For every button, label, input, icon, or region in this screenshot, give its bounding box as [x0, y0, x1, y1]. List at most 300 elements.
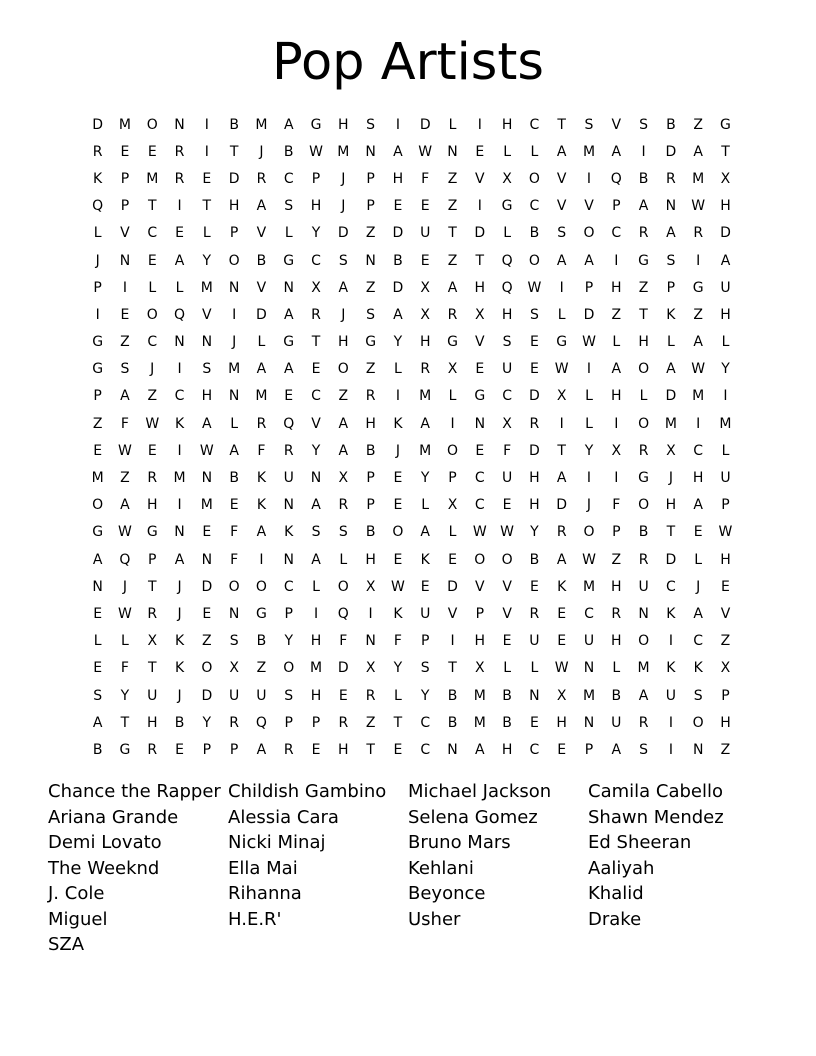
grid-letter: K [557, 578, 567, 595]
grid-row [84, 628, 740, 655]
grid-letter: R [147, 605, 158, 622]
grid-letter: A [393, 306, 403, 323]
grid-letter: X [420, 279, 430, 296]
grid-letter: L [557, 306, 566, 323]
grid-letter: I [696, 252, 701, 269]
grid-letter: E [557, 741, 567, 758]
grid-letter: B [502, 714, 512, 731]
grid-letter: M [337, 143, 350, 160]
grid-letter: E [338, 687, 348, 704]
grid-letter: X [475, 660, 485, 677]
grid-row [84, 464, 740, 491]
grid-letter: I [395, 388, 400, 405]
grid-letter: E [147, 143, 157, 160]
grid-letter: X [611, 442, 622, 459]
grid-letter: Z [611, 306, 622, 323]
grid-letter: X [447, 361, 458, 378]
grid-letter: A [420, 524, 430, 541]
grid-letter: Y [284, 633, 293, 650]
grid-letter: J [150, 361, 155, 378]
grid-letter: H [365, 551, 376, 568]
grid-letter: X [502, 415, 512, 432]
grid-letter: B [447, 714, 458, 731]
grid-letter: M [91, 470, 104, 487]
grid-letter: C [283, 578, 294, 595]
grid-letter: I [95, 306, 100, 323]
grid-letter: C [693, 442, 704, 459]
grid-letter: U [720, 470, 731, 487]
grid-letter: S [502, 334, 512, 351]
grid-letter: A [283, 116, 294, 133]
grid-letter: I [177, 442, 182, 459]
grid-letter: T [393, 714, 403, 731]
grid-letter: L [503, 225, 511, 242]
grid-letter: G [692, 279, 704, 296]
grid-letter: I [559, 415, 564, 432]
grid-letter: E [120, 143, 130, 160]
grid-letter: L [585, 415, 593, 432]
grid-letter: R [174, 143, 185, 160]
grid-letter: S [529, 306, 539, 323]
grid-letter: P [229, 225, 239, 242]
grid-letter: A [92, 551, 103, 568]
grid-letter: E [557, 605, 567, 622]
grid-letter: R [365, 388, 376, 405]
grid-row [84, 193, 740, 220]
grid-letter: Q [119, 551, 131, 568]
grid-letter: J [341, 198, 346, 215]
grid-letter: H [638, 334, 649, 351]
grid-letter: M [419, 388, 432, 405]
grid-letter: Z [447, 198, 458, 215]
grid-letter: D [392, 279, 404, 296]
grid-letter: M [228, 361, 241, 378]
grid-letter: K [693, 660, 703, 677]
grid-letter: W [418, 143, 433, 160]
grid-letter: W [118, 605, 132, 622]
grid-letter: N [583, 714, 595, 731]
grid-letter: B [256, 633, 267, 650]
grid-letter: Q [255, 714, 267, 731]
grid-letter: M [146, 170, 159, 187]
grid-letter: Q [174, 306, 186, 323]
grid-letter: K [420, 551, 430, 568]
grid-letter: L [230, 415, 239, 432]
grid-letter: A [92, 714, 103, 731]
grid-letter: F [612, 497, 621, 514]
grid-letter: H [474, 279, 486, 296]
grid-letter: Z [720, 633, 731, 650]
grid-letter: G [556, 334, 568, 351]
grid-letter: B [393, 252, 403, 269]
grid-letter: Z [120, 470, 130, 487]
grid-letter: A [229, 442, 239, 459]
grid-letter: V [475, 578, 485, 595]
grid-letter: X [447, 497, 458, 514]
grid-letter: E [284, 388, 294, 405]
grid-letter: X [147, 633, 158, 650]
grid-letter: R [638, 225, 649, 242]
grid-letter: I [559, 279, 564, 296]
grid-letter: M [173, 470, 186, 487]
grid-letter: N [665, 198, 677, 215]
word-list-item: Usher [408, 908, 461, 930]
grid-letter: L [394, 687, 402, 704]
grid-letter: K [666, 660, 676, 677]
grid-letter: X [365, 660, 376, 677]
grid-letter: O [474, 551, 486, 568]
grid-letter: S [338, 252, 348, 269]
grid-letter: W [118, 442, 132, 459]
grid-letter: D [665, 388, 677, 405]
grid-letter: W [554, 361, 569, 378]
grid-letter: T [475, 252, 485, 269]
grid-letter: F [257, 442, 266, 459]
grid-letter: M [200, 497, 213, 514]
grid-letter: L [257, 334, 266, 351]
grid-letter: A [120, 497, 130, 514]
grid-letter: D [665, 551, 677, 568]
grid-letter: P [311, 170, 321, 187]
grid-letter: H [556, 714, 567, 731]
grid-letter: D [92, 116, 104, 133]
grid-letter: E [311, 741, 321, 758]
grid-row [84, 736, 740, 763]
grid-letter: I [696, 415, 701, 432]
grid-letter: C [474, 497, 485, 514]
grid-letter: B [365, 524, 376, 541]
grid-letter: C [584, 605, 594, 622]
grid-letter: E [420, 198, 430, 215]
grid-letter: P [721, 687, 730, 704]
grid-letter: Z [120, 334, 130, 351]
grid-letter: O [583, 225, 595, 242]
grid-letter: N [474, 415, 486, 432]
grid-letter: R [256, 170, 267, 187]
grid-letter: K [393, 415, 403, 432]
grid-letter: U [529, 633, 540, 650]
grid-letter: D [337, 660, 349, 677]
grid-letter: F [120, 660, 129, 677]
grid-letter: P [284, 605, 293, 622]
grid-row [84, 301, 740, 328]
grid-letter: V [475, 334, 485, 351]
word-list [48, 779, 768, 958]
grid-letter: M [692, 388, 705, 405]
grid-letter: G [447, 334, 458, 351]
grid-letter: M [473, 687, 486, 704]
grid-letter: B [92, 741, 103, 758]
grid-letter: F [503, 442, 512, 459]
grid-letter: H [611, 388, 622, 405]
grid-letter: C [474, 470, 485, 487]
grid-letter: P [202, 741, 212, 758]
grid-letter: D [201, 578, 213, 595]
grid-letter: S [666, 252, 676, 269]
grid-letter: E [448, 551, 457, 568]
grid-letter: N [583, 660, 595, 677]
grid-letter: U [229, 687, 240, 704]
grid-letter: I [122, 279, 128, 296]
grid-letter: N [365, 633, 376, 650]
grid-letter: R [174, 170, 185, 187]
grid-letter: C [693, 633, 704, 650]
grid-letter: I [614, 415, 619, 432]
grid-letter: W [500, 524, 515, 541]
grid-letter: A [256, 361, 267, 378]
grid-letter: B [229, 116, 239, 133]
grid-letter: W [527, 279, 542, 296]
grid-letter: V [311, 415, 321, 432]
grid-letter: X [475, 306, 485, 323]
grid-letter: F [421, 170, 430, 187]
grid-letter: C [311, 388, 321, 405]
grid-letter: L [175, 279, 184, 296]
grid-letter: M [664, 415, 677, 432]
grid-letter: A [611, 741, 622, 758]
page-title: Pop Artists [272, 33, 544, 92]
word-list-item: Ella Mai [228, 857, 298, 879]
grid-letter: A [256, 524, 267, 541]
grid-letter: K [174, 660, 185, 677]
grid-letter: I [450, 415, 455, 432]
grid-letter: J [341, 306, 346, 323]
grid-letter: C [283, 170, 294, 187]
grid-letter: X [720, 170, 731, 187]
grid-letter: P [612, 198, 621, 215]
grid-letter: Q [337, 605, 349, 622]
grid-letter: G [256, 605, 267, 622]
grid-letter: H [310, 687, 322, 704]
grid-letter: A [693, 143, 703, 160]
grid-letter: C [147, 225, 158, 242]
grid-letter: J [122, 578, 128, 595]
grid-letter: Y [393, 660, 403, 677]
grid-letter: Y [420, 687, 430, 704]
grid-letter: H [310, 633, 322, 650]
grid-letter: P [93, 279, 102, 296]
grid-letter: L [612, 660, 621, 677]
grid-letter: R [283, 741, 294, 758]
grid-letter: G [92, 524, 104, 541]
grid-letter: W [718, 524, 733, 541]
grid-letter: E [475, 361, 485, 378]
grid-letter: C [502, 388, 512, 405]
grid-letter: E [147, 252, 157, 269]
grid-letter: I [313, 605, 319, 622]
grid-letter: W [199, 442, 214, 459]
grid-letter: Z [202, 633, 212, 650]
grid-letter: W [118, 524, 132, 541]
grid-letter: R [638, 551, 649, 568]
grid-letter: M [118, 116, 131, 133]
grid-row [84, 138, 740, 165]
grid-letter: K [174, 633, 185, 650]
grid-letter: C [311, 252, 321, 269]
grid-letter: Y [393, 334, 403, 351]
grid-letter: B [365, 442, 376, 459]
grid-letter: G [310, 116, 322, 133]
grid-letter: A [338, 442, 349, 459]
grid-letter: H [692, 470, 704, 487]
grid-letter: P [311, 714, 321, 731]
grid-letter: C [420, 714, 431, 731]
grid-letter: S [202, 361, 212, 378]
grid-letter: H [201, 388, 213, 405]
grid-letter: E [93, 660, 103, 677]
grid-letter: Z [256, 660, 267, 677]
grid-letter: W [582, 551, 596, 568]
grid-letter: A [311, 551, 321, 568]
grid-letter: F [230, 551, 239, 568]
grid-letter: T [448, 660, 457, 677]
grid-letter: N [310, 470, 322, 487]
grid-letter: A [611, 143, 622, 160]
grid-letter: K [93, 170, 103, 187]
grid-letter: I [641, 143, 646, 160]
word-list-item: Kehlani [408, 857, 474, 879]
grid-letter: A [584, 252, 594, 269]
word-list-item: Selena Gomez [408, 806, 538, 828]
grid-letter: O [501, 551, 513, 568]
grid-letter: N [119, 252, 131, 269]
grid-letter: K [666, 306, 676, 323]
grid-letter: P [148, 551, 157, 568]
grid-letter: U [256, 687, 267, 704]
grid-letter: M [200, 279, 213, 296]
grid-letter: K [393, 605, 403, 622]
grid-letter: A [120, 388, 130, 405]
grid-letter: D [337, 225, 349, 242]
grid-letter: P [420, 633, 430, 650]
grid-letter: N [283, 497, 294, 514]
grid-letter: O [692, 714, 704, 731]
grid-letter: N [638, 605, 649, 622]
grid-letter: E [475, 143, 485, 160]
grid-letter: X [556, 687, 567, 704]
grid-letter: Z [92, 415, 103, 432]
grid-letter: H [501, 116, 513, 133]
grid-letter: X [720, 660, 731, 677]
grid-row [84, 356, 740, 383]
grid-letter: I [395, 116, 400, 133]
grid-letter: P [666, 279, 676, 296]
grid-letter: K [284, 524, 294, 541]
grid-letter: U [720, 279, 731, 296]
grid-letter: N [92, 578, 103, 595]
grid-letter: V [556, 198, 567, 215]
grid-letter: O [228, 578, 240, 595]
grid-letter: B [229, 470, 239, 487]
grid-letter: O [528, 252, 540, 269]
grid-letter: C [529, 198, 540, 215]
grid-letter: T [202, 198, 212, 215]
grid-letter: C [174, 388, 185, 405]
grid-letter: H [611, 633, 622, 650]
grid-letter: D [201, 687, 213, 704]
grid-letter: J [696, 578, 701, 595]
grid-letter: G [638, 252, 650, 269]
grid-letter: M [637, 660, 650, 677]
grid-letter: I [668, 714, 673, 731]
grid-letter: E [475, 442, 485, 459]
grid-letter: G [92, 334, 104, 351]
grid-letter: V [502, 578, 512, 595]
grid-letter: N [447, 741, 458, 758]
grid-letter: U [420, 225, 431, 242]
grid-letter: Q [501, 252, 513, 269]
grid-letter: E [175, 225, 184, 242]
grid-letter: T [147, 578, 157, 595]
word-list-item: SZA [48, 934, 85, 955]
grid-letter: U [147, 687, 158, 704]
grid-letter: G [638, 470, 650, 487]
grid-letter: H [310, 198, 322, 215]
grid-letter: R [638, 714, 649, 731]
grid-letter: T [448, 225, 457, 242]
word-search-grid [84, 111, 740, 764]
grid-letter: I [723, 388, 728, 405]
grid-letter: I [177, 497, 182, 514]
grid-letter: O [201, 660, 213, 677]
grid-letter: E [693, 524, 703, 541]
grid-letter: L [448, 388, 457, 405]
grid-letter: A [283, 361, 294, 378]
grid-letter: V [611, 116, 622, 133]
grid-letter: R [283, 442, 294, 459]
grid-letter: Y [530, 524, 539, 541]
grid-row [84, 437, 740, 464]
grid-letter: E [529, 714, 539, 731]
grid-letter: A [638, 198, 649, 215]
grid-letter: H [501, 741, 513, 758]
grid-letter: E [393, 470, 403, 487]
grid-letter: L [284, 225, 293, 242]
grid-letter: G [283, 334, 295, 351]
grid-letter: O [528, 170, 540, 187]
grid-letter: N [529, 687, 540, 704]
grid-letter: J [177, 687, 182, 704]
grid-letter: P [366, 470, 375, 487]
grid-letter: P [366, 497, 375, 514]
grid-letter: D [665, 143, 677, 160]
grid-letter: J [177, 578, 182, 595]
grid-letter: I [668, 741, 673, 758]
grid-row [84, 111, 740, 138]
grid-letter: L [93, 225, 102, 242]
grid-letter: A [256, 741, 267, 758]
grid-letter: I [586, 361, 592, 378]
grid-letter: X [338, 470, 349, 487]
grid-letter: Y [311, 225, 321, 242]
grid-letter: O [228, 252, 240, 269]
grid-letter: A [556, 470, 567, 487]
grid-letter: P [366, 198, 375, 215]
grid-letter: R [338, 497, 349, 514]
grid-letter: W [390, 578, 405, 595]
grid-letter: L [612, 334, 621, 351]
grid-letter: S [584, 116, 594, 133]
grid-letter: N [365, 143, 376, 160]
grid-letter: N [447, 143, 458, 160]
grid-letter: B [502, 687, 512, 704]
grid-letter: N [174, 334, 185, 351]
grid-letter: H [392, 170, 404, 187]
grid-row [84, 600, 740, 627]
grid-letter: E [393, 497, 403, 514]
grid-letter: F [339, 633, 348, 650]
grid-letter: M [582, 143, 596, 160]
